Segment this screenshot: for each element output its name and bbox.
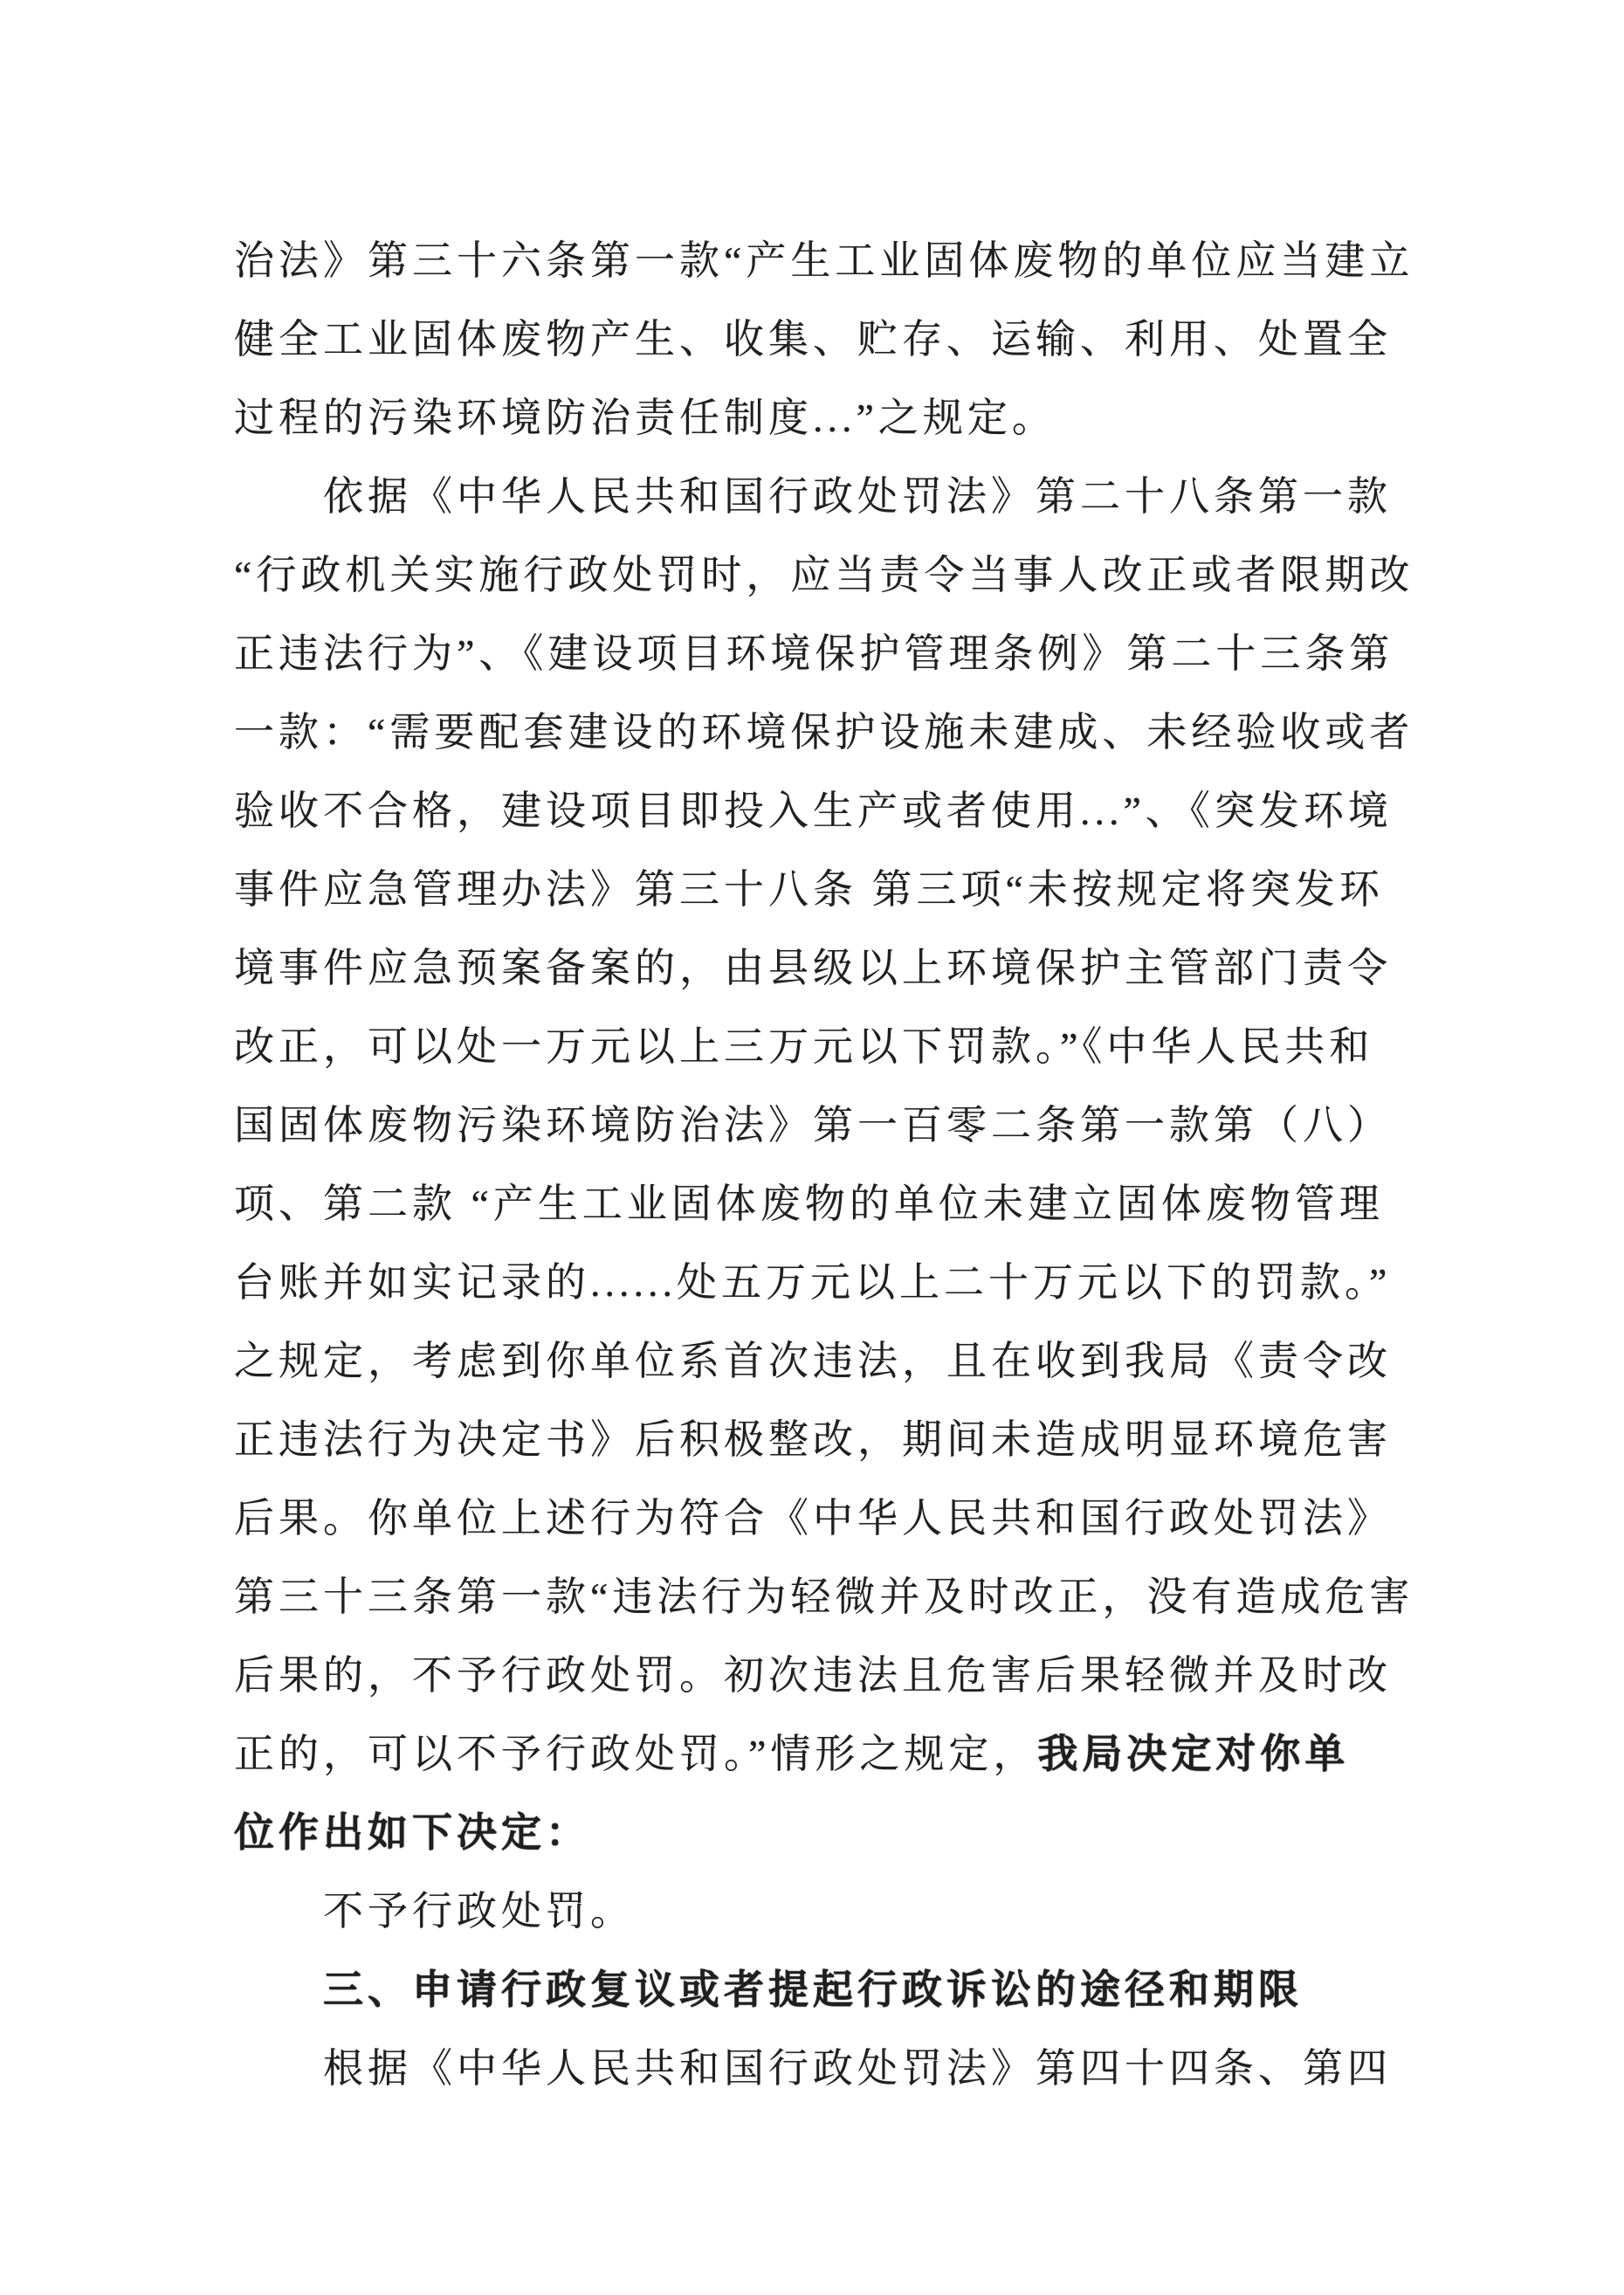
text-segment: 事件应急管理办法》第三十八条 第三项“未按规定将突发环	[234, 867, 1384, 912]
text-line	[234, 458, 1404, 536]
text-line	[234, 693, 1414, 772]
text-segment: 不予行政处罚。	[323, 1889, 635, 1933]
text-segment: 正违法行为决定书》后积极整改，期间未造成明显环境危害	[234, 1417, 1392, 1462]
text-segment: 治法》第三十六条第一款“产生工业固体废物的单位应当建立	[234, 238, 1414, 283]
text-line	[234, 1794, 1404, 1872]
text-segment: 验收不合格，建设项目即投入生产或者使用...”、《突发环境	[234, 789, 1393, 833]
text-line	[234, 615, 1404, 693]
text-line	[234, 300, 1404, 379]
text-line	[234, 1165, 1404, 1244]
text-segment: 健全工业固体废物产生、收集、贮存、运输、利用、处置全	[234, 317, 1392, 362]
text-line	[234, 1951, 1404, 2030]
text-line	[234, 379, 1404, 458]
text-segment: 后果。你单位上述行为符合《中华人民共和国行政处罚法》	[234, 1496, 1392, 1540]
text-line	[234, 222, 1414, 300]
text-segment: 依据《中华人民共和国行政处罚法》第二十八条第一款	[323, 474, 1392, 519]
text-segment: 正的，可以不予行政处罚。”情形之规定，	[234, 1732, 1038, 1776]
bold-text-segment: 三、申请行政复议或者提起行政诉讼的途径和期限	[323, 1968, 1303, 2012]
text-segment: 台账并如实记录的......处五万元以上二十万元以下的罚款。”	[234, 1260, 1392, 1305]
text-segment: 根据《中华人民共和国行政处罚法》第四十四条、第四	[323, 2046, 1392, 2091]
document-text-block	[234, 222, 1414, 2108]
text-line	[234, 1637, 1404, 1715]
text-segment: 一款：“需要配套建设的环境保护设施未建成、未经验收或者	[234, 710, 1414, 755]
text-segment: 之规定，考虑到你单位系首次违法，且在收到我局《责令改	[234, 1339, 1392, 1383]
bold-text-segment: 我局决定对你单	[1037, 1732, 1350, 1776]
text-line	[234, 1715, 1404, 1794]
text-line	[234, 1872, 1404, 1951]
text-segment: 改正，可以处一万元以上三万元以下罚款。”《中华人民共和	[234, 1024, 1374, 1069]
text-segment: 后果的，不予行政处罚。初次违法且危害后果轻微并及时改	[234, 1653, 1392, 1698]
text-segment: 国固体废物污染环境防治法》第一百零二条第一款第（八）	[234, 1103, 1392, 1148]
text-segment: 正违法行为”、《建设项目环境保护管理条例》第二十三条第	[234, 631, 1394, 676]
text-segment: 过程的污染环境防治责任制度...”之规定。	[234, 396, 1056, 440]
text-segment: “行政机关实施行政处罚时，应当责令当事人改正或者限期改	[234, 553, 1414, 597]
text-line	[234, 2030, 1404, 2108]
text-line	[234, 772, 1404, 851]
text-line	[234, 1008, 1404, 1086]
text-line	[234, 1401, 1404, 1479]
text-segment: 境事件应急预案备案的，由县级以上环境保护主管部门责令	[234, 946, 1392, 990]
text-line	[234, 929, 1404, 1008]
text-segment: 第三十三条第一款“违法行为轻微并及时改正，没有造成危害	[234, 1575, 1414, 1619]
text-line	[234, 851, 1404, 929]
text-line	[234, 1322, 1404, 1401]
text-line	[234, 1479, 1404, 1558]
text-line	[234, 1558, 1414, 1637]
text-line	[234, 1086, 1404, 1165]
text-line	[234, 1244, 1404, 1322]
text-segment: 项、第二款 “产生工业固体废物的单位未建立固体废物管理	[234, 1182, 1384, 1226]
bold-text-segment: 位作出如下决定：	[234, 1810, 590, 1855]
text-line	[234, 536, 1414, 615]
